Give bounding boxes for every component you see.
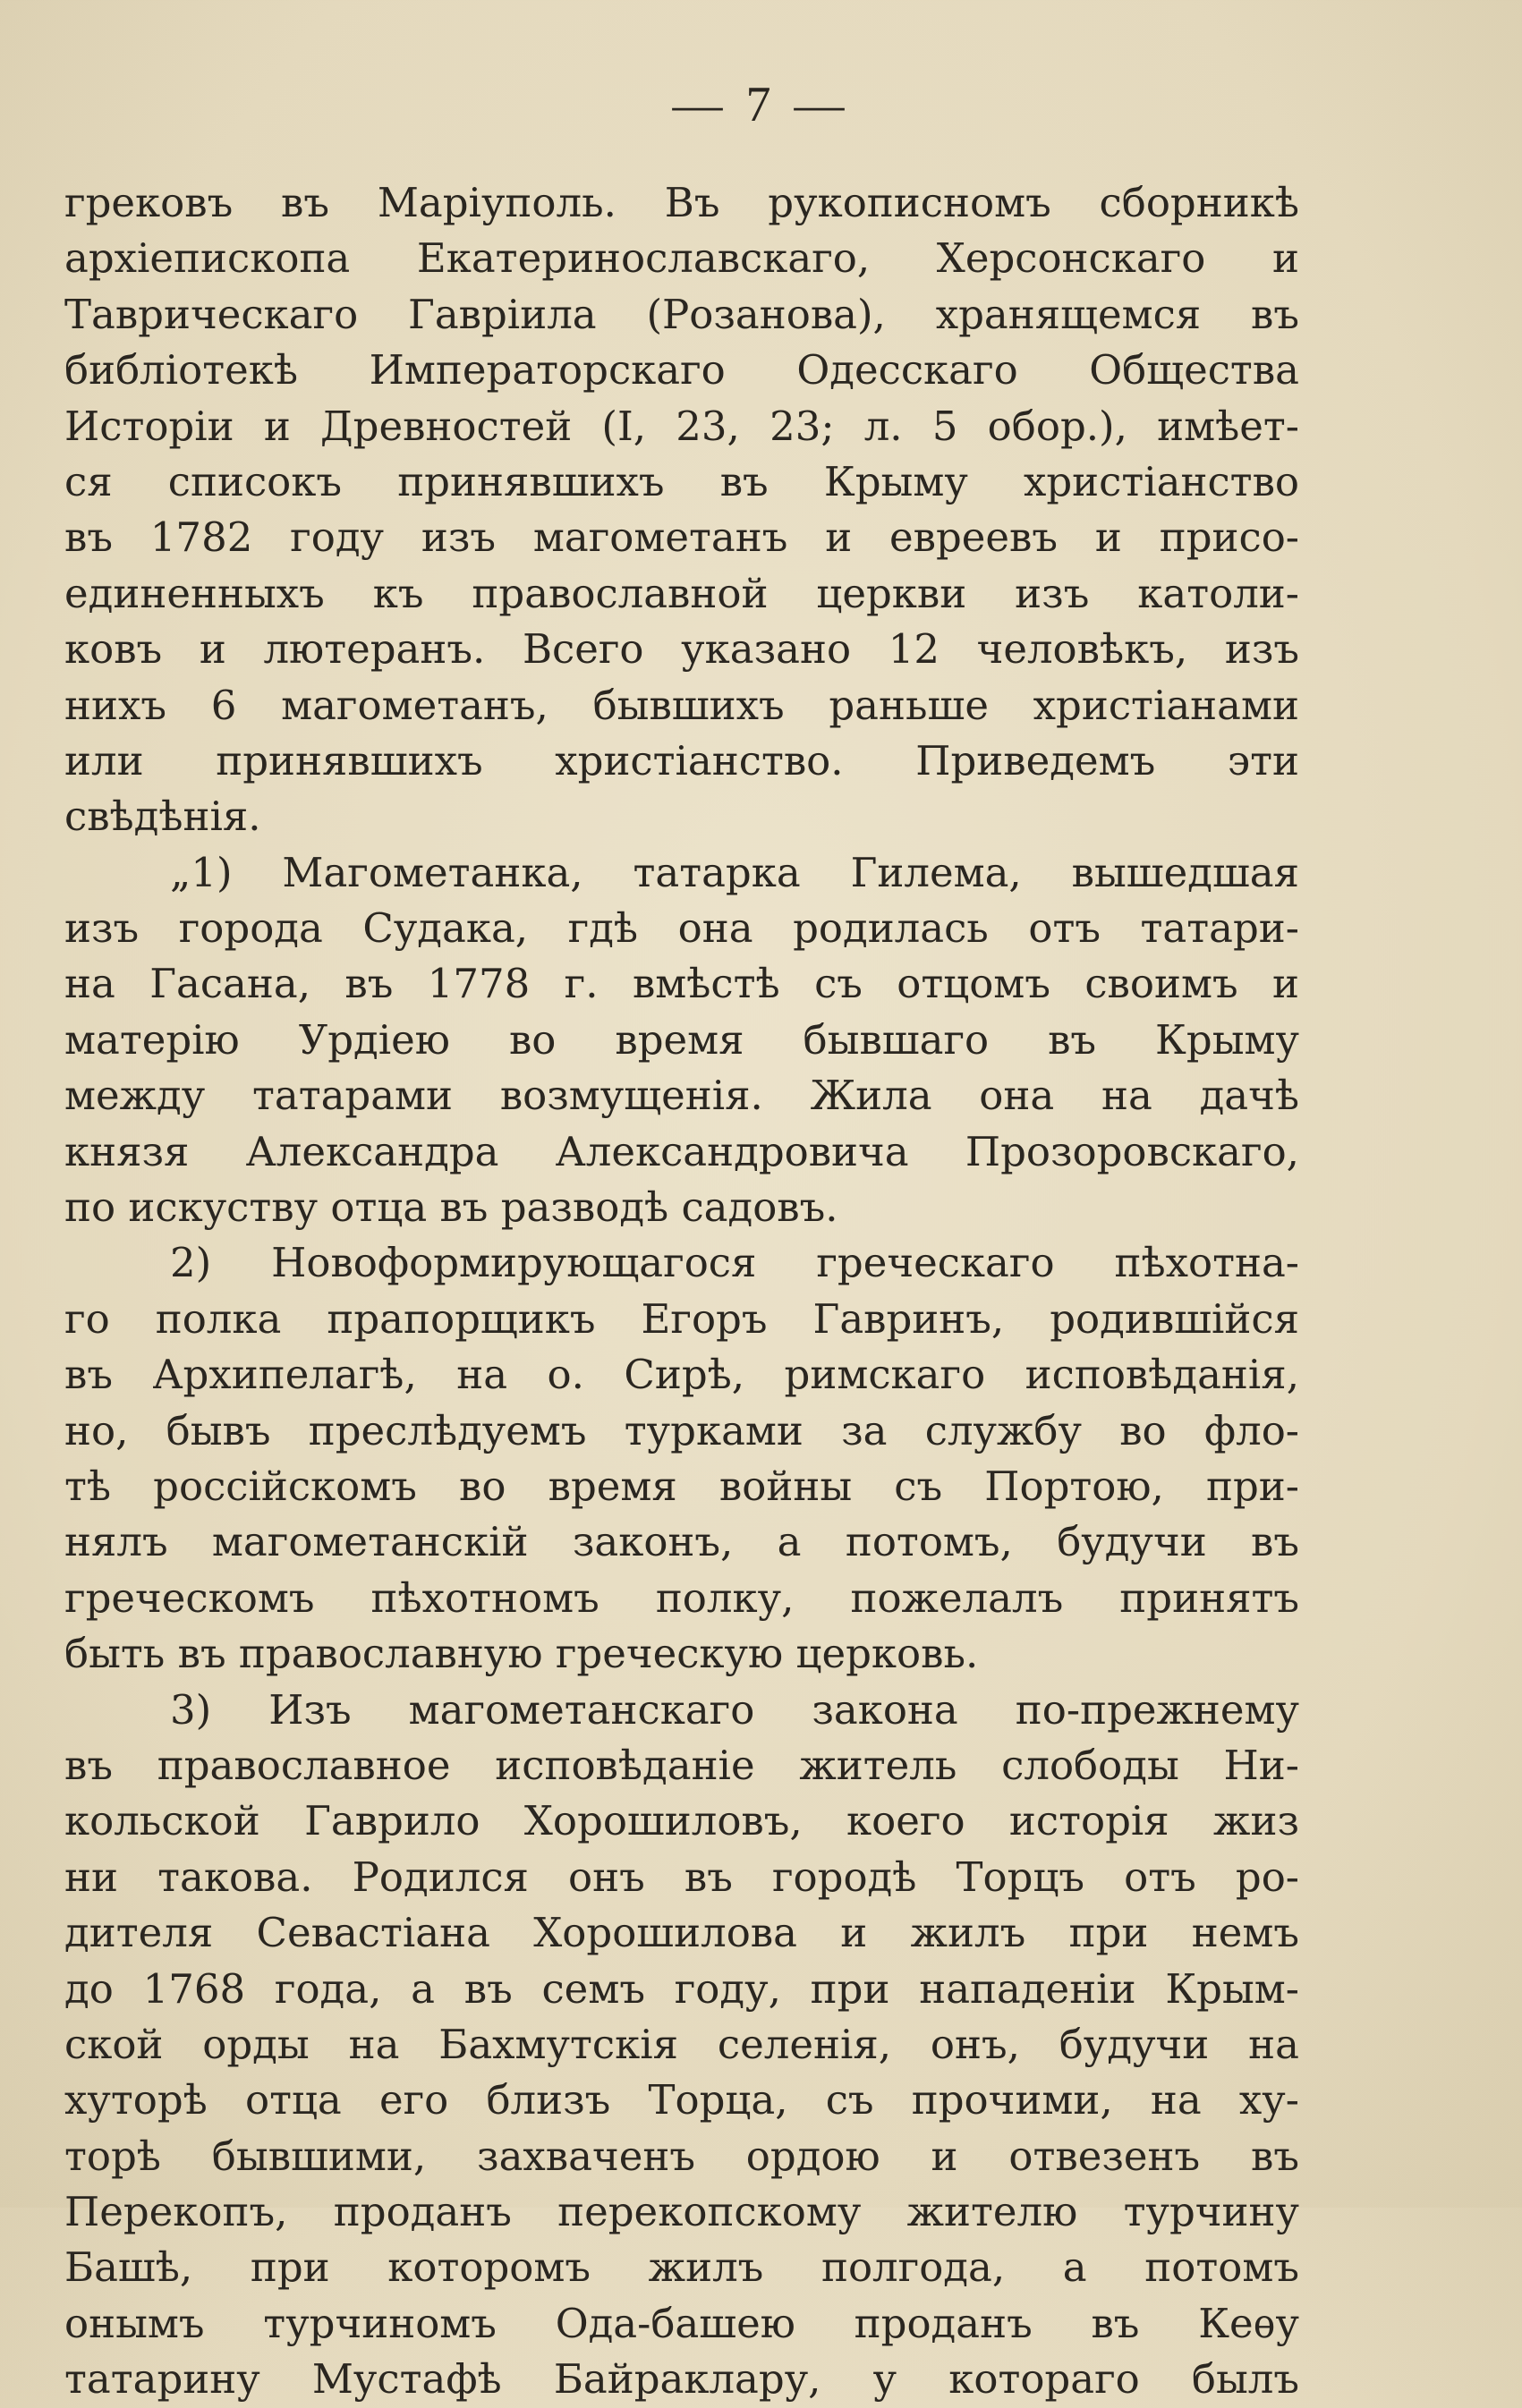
text-line: Исторіи и Древностей (I, 23, 23; л. 5 обор.), имѣет- (64, 402, 1299, 450)
page-number: — 7 — (672, 77, 850, 132)
text-line: въ 1782 году изъ магометанъ и евреевъ и присо- (64, 513, 1299, 562)
text-line: дителя Севастіана Хорошилова и жилъ при немъ (64, 1909, 1299, 1957)
text-line: быть въ православную греческую церковь. (64, 1630, 979, 1678)
text-line: князя Александра Александровича Прозоровскаго, (64, 1127, 1299, 1175)
text-line: матерію Урдіею во время бывшаго въ Крыму (64, 1015, 1299, 1064)
text-line: между татарами возмущенія. Жила она на дачѣ (64, 1072, 1299, 1120)
text-line: ской орды на Бахмутскія селенія, онъ, будучи на (64, 2020, 1299, 2068)
text-line: нихъ 6 магометанъ, бывшихъ раньше христіанами (64, 681, 1299, 729)
text-line: архіепископа Екатеринославскаго, Херсонскаго и (64, 234, 1299, 283)
text-line: Таврическаго Гавріила (Розанова), хранящемся въ (64, 290, 1299, 338)
text-line: кольской Гаврило Хорошиловъ, коего исторія жиз (64, 1797, 1299, 1845)
text-line: ся списокъ принявшихъ въ Крыму христіанство (64, 457, 1299, 505)
text-line: хуторѣ отца его близъ Торца, съ прочими, на ху- (64, 2076, 1299, 2124)
body-text (64, 175, 1299, 2408)
text-line: тѣ россійскомъ во время войны съ Портою, при- (64, 1462, 1299, 1510)
text-line: онымъ турчиномъ Ода-башею проданъ въ Кеѳу (64, 2299, 1299, 2347)
text-line: на Гасана, въ 1778 г. вмѣстѣ съ отцомъ своимъ и (64, 960, 1299, 1008)
text-line: въ православное исповѣданіе житель слободы Ни- (64, 1741, 1299, 1789)
text-line: нялъ магометанскій законъ, а потомъ, будучи въ (64, 1518, 1299, 1566)
text-line: 2) Новоформирующагося греческаго пѣхотна- (170, 1239, 1299, 1287)
text-line: библіотекѣ Императорскаго Одесскаго Общества (64, 346, 1299, 394)
text-line: Башѣ, при которомъ жилъ полгода, а потомъ (64, 2243, 1299, 2292)
text-line: по искуству отца въ разводѣ садовъ. (64, 1183, 838, 1232)
text-line: 3) Изъ магометанскаго закона по-прежнему (170, 1685, 1299, 1734)
text-line: свѣдѣнія. (64, 793, 261, 841)
text-line: греческомъ пѣхотномъ полку, пожелалъ принятъ (64, 1573, 1299, 1622)
text-line: татарину Мустафѣ Байраклару, у котораго былъ (64, 2355, 1299, 2404)
text-line: „1) Магометанка, татарка Гилема, вышедшая (170, 848, 1299, 896)
text-line: Перекопъ, проданъ перекопскому жителю турчину (64, 2188, 1299, 2236)
text-line: единенныхъ къ православной церкви изъ католи- (64, 569, 1299, 617)
text-line: ни такова. Родился онъ въ городѣ Торцъ отъ ро- (64, 1853, 1299, 1901)
text-line: ковъ и лютеранъ. Всего указано 12 человѣкъ, изъ (64, 625, 1299, 674)
text-line: торѣ бывшими, захваченъ ордою и отвезенъ въ (64, 2132, 1299, 2180)
text-line: го полка прапорщикъ Егоръ Гавринъ, родившійся (64, 1294, 1299, 1343)
text-line: но, бывъ преслѣдуемъ турками за службу во фло- (64, 1406, 1299, 1454)
text-line: грековъ въ Маріуполь. Въ рукописномъ сборникѣ (64, 179, 1299, 226)
text-line: до 1768 года, а въ семъ году, при нападеніи Крым- (64, 1964, 1299, 2013)
text-line: изъ города Судака, гдѣ она родилась отъ татари- (64, 904, 1299, 953)
text-line: въ Архипелагѣ, на о. Сирѣ, римскаго исповѣданія, (64, 1351, 1299, 1399)
text-line: или принявшихъ христіанство. Приведемъ эти (64, 736, 1299, 784)
